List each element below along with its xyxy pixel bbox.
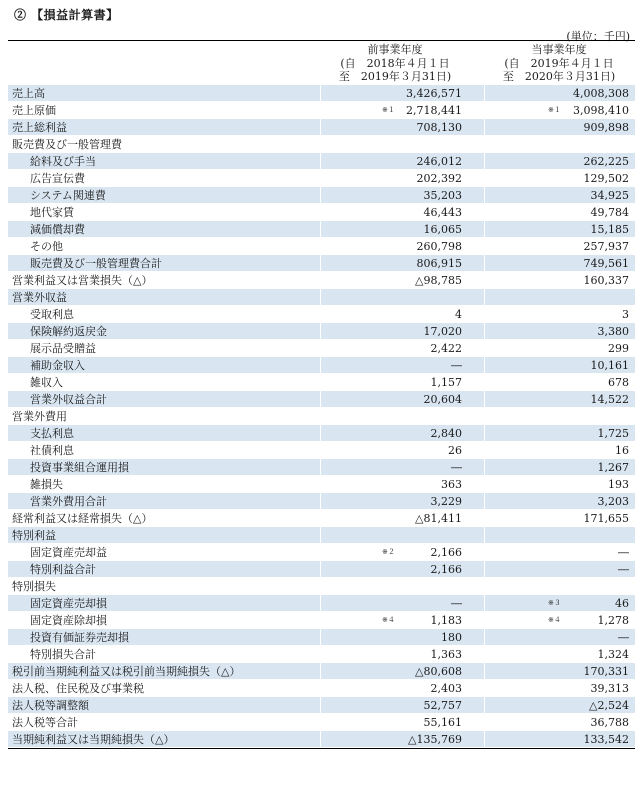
row-curr-value: 3,380 bbox=[597, 325, 629, 338]
table-row bbox=[8, 697, 635, 714]
row-label: 税引前当期純利益又は税引前当期純損失（△） bbox=[12, 665, 241, 678]
table-row bbox=[8, 289, 635, 306]
row-label: 地代家賃 bbox=[30, 206, 74, 219]
column-divider bbox=[484, 544, 485, 560]
table-row bbox=[8, 731, 635, 748]
row-curr-value: 3,098,410 bbox=[573, 104, 629, 117]
column-divider bbox=[484, 595, 485, 611]
row-label: 社債利息 bbox=[30, 444, 74, 457]
row-prev-value: 246,012 bbox=[416, 155, 462, 168]
table-row bbox=[8, 646, 635, 663]
column-divider bbox=[320, 663, 321, 679]
table-row bbox=[8, 119, 635, 136]
table-row bbox=[8, 323, 635, 340]
row-label: 広告宣伝費 bbox=[30, 172, 85, 185]
row-curr-value: 1,324 bbox=[597, 648, 629, 661]
table-row bbox=[8, 204, 635, 221]
table-row bbox=[8, 612, 635, 629]
column-divider bbox=[320, 289, 321, 305]
column-divider bbox=[484, 187, 485, 203]
column-divider bbox=[320, 510, 321, 526]
header-prev-line1: 前事業年度 bbox=[367, 43, 423, 56]
column-divider bbox=[320, 374, 321, 390]
row-curr-value: △2,524 bbox=[589, 699, 629, 712]
row-label: 給料及び手当 bbox=[30, 155, 96, 168]
row-prev-value: 20,604 bbox=[423, 393, 462, 406]
row-curr-value: 49,784 bbox=[590, 206, 629, 219]
column-divider bbox=[484, 510, 485, 526]
row-curr-value: 299 bbox=[608, 342, 629, 355]
header-prev-line2: (自 2018年４月１日 bbox=[340, 56, 450, 70]
row-prev-value: 1,157 bbox=[430, 376, 462, 389]
row-prev-value: 1,183 bbox=[430, 614, 462, 627]
column-divider bbox=[484, 459, 485, 475]
column-divider bbox=[320, 459, 321, 475]
row-prev-value: 52,757 bbox=[423, 699, 462, 712]
column-divider bbox=[484, 170, 485, 186]
column-divider bbox=[320, 119, 321, 135]
row-curr-value: 34,925 bbox=[590, 189, 629, 202]
row-curr-value: 909,898 bbox=[583, 121, 629, 134]
row-label: 固定資産売却益 bbox=[30, 546, 107, 559]
table-row bbox=[8, 187, 635, 204]
row-prev-note: ※１ bbox=[382, 106, 395, 114]
row-curr-value: 170,331 bbox=[583, 665, 629, 678]
row-prev-value: 806,915 bbox=[416, 257, 462, 270]
column-divider bbox=[484, 629, 485, 645]
row-curr-value: 16 bbox=[615, 444, 629, 457]
column-divider bbox=[484, 493, 485, 509]
table-row bbox=[8, 85, 635, 102]
row-prev-note: ※４ bbox=[382, 616, 395, 624]
row-label: 販売費及び一般管理費合計 bbox=[30, 257, 162, 270]
column-divider bbox=[320, 204, 321, 220]
row-curr-value: 3,203 bbox=[597, 495, 629, 508]
row-prev-value: 46,443 bbox=[423, 206, 462, 219]
row-curr-value: 1,267 bbox=[597, 461, 629, 474]
row-label: 受取利息 bbox=[30, 308, 74, 321]
table-row bbox=[8, 476, 635, 493]
column-divider bbox=[484, 85, 485, 101]
header-prev-period bbox=[320, 43, 470, 84]
row-prev-value: △80,608 bbox=[415, 665, 462, 678]
row-prev-value: 55,161 bbox=[423, 716, 462, 729]
row-label: 営業外費用合計 bbox=[30, 495, 107, 508]
table-row bbox=[8, 136, 635, 153]
row-curr-value: ― bbox=[618, 563, 629, 576]
row-prev-value: 260,798 bbox=[416, 240, 462, 253]
column-divider bbox=[484, 238, 485, 254]
column-divider bbox=[484, 153, 485, 169]
unit-note: (単位：千円) bbox=[566, 30, 630, 43]
column-divider bbox=[484, 255, 485, 271]
row-prev-value: ― bbox=[451, 597, 462, 610]
column-divider bbox=[484, 136, 485, 152]
table-row bbox=[8, 425, 635, 442]
column-divider bbox=[320, 680, 321, 696]
row-label: 販売費及び一般管理費 bbox=[12, 138, 122, 151]
statement-rows bbox=[8, 85, 635, 748]
row-prev-value: 363 bbox=[441, 478, 462, 491]
row-label: 特別損失 bbox=[12, 580, 56, 593]
column-divider bbox=[320, 612, 321, 628]
column-divider bbox=[484, 714, 485, 730]
table-row bbox=[8, 663, 635, 680]
row-curr-value: 4,008,308 bbox=[573, 87, 629, 100]
column-divider bbox=[320, 306, 321, 322]
header-curr-period bbox=[484, 43, 634, 84]
statement-title: ② 【損益計算書】 bbox=[14, 8, 119, 22]
column-divider bbox=[320, 408, 321, 424]
column-divider bbox=[320, 170, 321, 186]
row-curr-value: 749,561 bbox=[583, 257, 629, 270]
column-divider bbox=[484, 374, 485, 390]
header-curr-line1: 当事業年度 bbox=[531, 43, 587, 56]
column-divider bbox=[484, 323, 485, 339]
column-divider bbox=[484, 272, 485, 288]
row-label: 営業外費用 bbox=[12, 410, 67, 423]
row-prev-value: ― bbox=[451, 461, 462, 474]
table-row bbox=[8, 527, 635, 544]
row-label: 法人税、住民税及び事業税 bbox=[12, 682, 144, 695]
row-label: 投資有価証券売却損 bbox=[30, 631, 129, 644]
column-divider bbox=[320, 340, 321, 356]
column-divider bbox=[484, 289, 485, 305]
row-label: 営業利益又は営業損失（△） bbox=[12, 274, 153, 287]
column-divider bbox=[484, 527, 485, 543]
row-curr-value: 262,225 bbox=[583, 155, 629, 168]
table-row bbox=[8, 221, 635, 238]
table-row bbox=[8, 714, 635, 731]
row-curr-value: 10,161 bbox=[590, 359, 629, 372]
row-curr-value: 133,542 bbox=[583, 733, 629, 746]
column-divider bbox=[484, 408, 485, 424]
column-divider bbox=[320, 731, 321, 747]
table-row bbox=[8, 629, 635, 646]
row-prev-value: ― bbox=[451, 359, 462, 372]
column-divider bbox=[320, 238, 321, 254]
column-divider bbox=[484, 204, 485, 220]
column-divider bbox=[320, 187, 321, 203]
column-divider bbox=[484, 102, 485, 118]
header-prev-line3: 至 2019年３月31日) bbox=[338, 70, 452, 83]
column-divider bbox=[320, 646, 321, 662]
table-row bbox=[8, 561, 635, 578]
row-prev-value: 3,229 bbox=[430, 495, 462, 508]
table-row bbox=[8, 578, 635, 595]
row-prev-value: 3,426,571 bbox=[406, 87, 462, 100]
row-curr-value: ― bbox=[618, 546, 629, 559]
row-label: 保険解約返戻金 bbox=[30, 325, 107, 338]
table-bottom-rule bbox=[8, 748, 635, 749]
row-prev-value: △98,785 bbox=[415, 274, 462, 287]
column-divider bbox=[484, 357, 485, 373]
column-divider bbox=[484, 476, 485, 492]
row-curr-value: 39,313 bbox=[590, 682, 629, 695]
row-label: 法人税等合計 bbox=[12, 716, 78, 729]
row-curr-value: 160,337 bbox=[583, 274, 629, 287]
row-prev-value: 1,363 bbox=[430, 648, 462, 661]
row-prev-note: ※２ bbox=[382, 548, 395, 556]
row-prev-value: 202,392 bbox=[416, 172, 462, 185]
column-divider bbox=[320, 561, 321, 577]
row-label: 当期純利益又は当期純損失（△） bbox=[12, 733, 175, 746]
row-prev-value: 17,020 bbox=[423, 325, 462, 338]
column-divider bbox=[320, 85, 321, 101]
table-row bbox=[8, 510, 635, 527]
row-label: 固定資産除却損 bbox=[30, 614, 107, 627]
row-prev-value: 180 bbox=[441, 631, 462, 644]
column-divider bbox=[320, 697, 321, 713]
column-divider bbox=[484, 612, 485, 628]
row-label: 営業外収益 bbox=[12, 291, 67, 304]
row-curr-value: 14,522 bbox=[590, 393, 629, 406]
column-divider bbox=[320, 272, 321, 288]
column-divider bbox=[484, 340, 485, 356]
row-curr-note: ※４ bbox=[548, 616, 561, 624]
column-divider bbox=[484, 391, 485, 407]
row-label: システム関連費 bbox=[30, 189, 106, 202]
row-prev-value: 2,403 bbox=[430, 682, 462, 695]
row-prev-value: 35,203 bbox=[423, 189, 462, 202]
table-row bbox=[8, 442, 635, 459]
column-divider bbox=[320, 544, 321, 560]
row-curr-value: 46 bbox=[615, 597, 629, 610]
column-divider bbox=[484, 306, 485, 322]
row-curr-value: 193 bbox=[608, 478, 629, 491]
row-prev-value: 2,166 bbox=[430, 546, 462, 559]
row-curr-value: 129,502 bbox=[583, 172, 629, 185]
row-label: 売上原価 bbox=[12, 104, 56, 117]
table-row bbox=[8, 306, 635, 323]
row-label: 固定資産売却損 bbox=[30, 597, 107, 610]
column-divider bbox=[484, 731, 485, 747]
row-curr-value: 3 bbox=[622, 308, 629, 321]
row-curr-value: 1,278 bbox=[597, 614, 629, 627]
row-label: 営業外収益合計 bbox=[30, 393, 107, 406]
row-label: その他 bbox=[30, 240, 63, 253]
table-row bbox=[8, 459, 635, 476]
row-curr-note: ※３ bbox=[548, 599, 561, 607]
row-label: 売上総利益 bbox=[12, 121, 67, 134]
column-divider bbox=[320, 493, 321, 509]
column-divider bbox=[320, 714, 321, 730]
row-prev-value: 708,130 bbox=[416, 121, 462, 134]
row-prev-value: 16,065 bbox=[423, 223, 462, 236]
row-label: 支払利息 bbox=[30, 427, 74, 440]
column-divider bbox=[484, 663, 485, 679]
table-row bbox=[8, 340, 635, 357]
row-prev-value: 2,166 bbox=[430, 563, 462, 576]
row-label: 補助金収入 bbox=[30, 359, 85, 372]
table-row bbox=[8, 102, 635, 119]
column-divider bbox=[320, 323, 321, 339]
row-curr-value: 257,937 bbox=[583, 240, 629, 253]
column-divider bbox=[320, 476, 321, 492]
column-divider bbox=[320, 391, 321, 407]
row-curr-note: ※１ bbox=[548, 106, 561, 114]
column-divider bbox=[484, 680, 485, 696]
table-row bbox=[8, 408, 635, 425]
row-label: 投資事業組合運用損 bbox=[30, 461, 129, 474]
column-divider bbox=[320, 442, 321, 458]
row-curr-value: 15,185 bbox=[590, 223, 629, 236]
column-divider bbox=[320, 425, 321, 441]
column-divider bbox=[320, 527, 321, 543]
row-curr-value: ― bbox=[618, 631, 629, 644]
row-label: 減価償却費 bbox=[30, 223, 85, 236]
row-label: 経常利益又は経常損失（△） bbox=[12, 512, 153, 525]
column-divider bbox=[320, 578, 321, 594]
header-curr-line2: (自 2019年４月１日 bbox=[504, 56, 614, 70]
column-divider bbox=[320, 102, 321, 118]
table-row bbox=[8, 170, 635, 187]
table-row bbox=[8, 272, 635, 289]
row-prev-value: 26 bbox=[448, 444, 462, 457]
row-label: 特別利益 bbox=[12, 529, 56, 542]
row-label: 特別損失合計 bbox=[30, 648, 96, 661]
row-label: 特別利益合計 bbox=[30, 563, 96, 576]
row-label: 展示品受贈益 bbox=[30, 342, 96, 355]
row-prev-value: △81,411 bbox=[415, 512, 462, 525]
table-row bbox=[8, 357, 635, 374]
header-curr-line3: 至 2020年３月31日) bbox=[502, 70, 616, 83]
row-curr-value: 678 bbox=[608, 376, 629, 389]
table-row bbox=[8, 374, 635, 391]
row-label: 雑収入 bbox=[30, 376, 63, 389]
column-divider bbox=[484, 221, 485, 237]
column-divider bbox=[320, 357, 321, 373]
table-row bbox=[8, 255, 635, 272]
table-row bbox=[8, 153, 635, 170]
row-prev-value: △135,769 bbox=[408, 733, 462, 746]
row-prev-value: 4 bbox=[455, 308, 462, 321]
column-divider bbox=[320, 255, 321, 271]
table-row bbox=[8, 595, 635, 612]
column-divider bbox=[484, 442, 485, 458]
column-divider bbox=[484, 119, 485, 135]
column-divider bbox=[320, 629, 321, 645]
row-label: 売上高 bbox=[12, 87, 45, 100]
table-header bbox=[8, 40, 635, 86]
column-divider bbox=[320, 136, 321, 152]
row-label: 雑損失 bbox=[30, 478, 63, 491]
row-prev-value: 2,718,441 bbox=[406, 104, 462, 117]
row-curr-value: 171,655 bbox=[583, 512, 629, 525]
table-row bbox=[8, 544, 635, 561]
column-divider bbox=[484, 578, 485, 594]
row-curr-value: 1,725 bbox=[597, 427, 629, 440]
column-divider bbox=[484, 646, 485, 662]
table-row bbox=[8, 391, 635, 408]
column-divider bbox=[484, 561, 485, 577]
column-divider bbox=[484, 425, 485, 441]
row-label: 法人税等調整額 bbox=[12, 699, 89, 712]
row-prev-value: 2,840 bbox=[430, 427, 462, 440]
table-row bbox=[8, 680, 635, 697]
column-divider bbox=[320, 595, 321, 611]
row-curr-value: 36,788 bbox=[590, 716, 629, 729]
table-row bbox=[8, 238, 635, 255]
table-row bbox=[8, 493, 635, 510]
column-divider bbox=[484, 697, 485, 713]
column-divider bbox=[320, 153, 321, 169]
column-divider bbox=[320, 221, 321, 237]
row-prev-value: 2,422 bbox=[430, 342, 462, 355]
